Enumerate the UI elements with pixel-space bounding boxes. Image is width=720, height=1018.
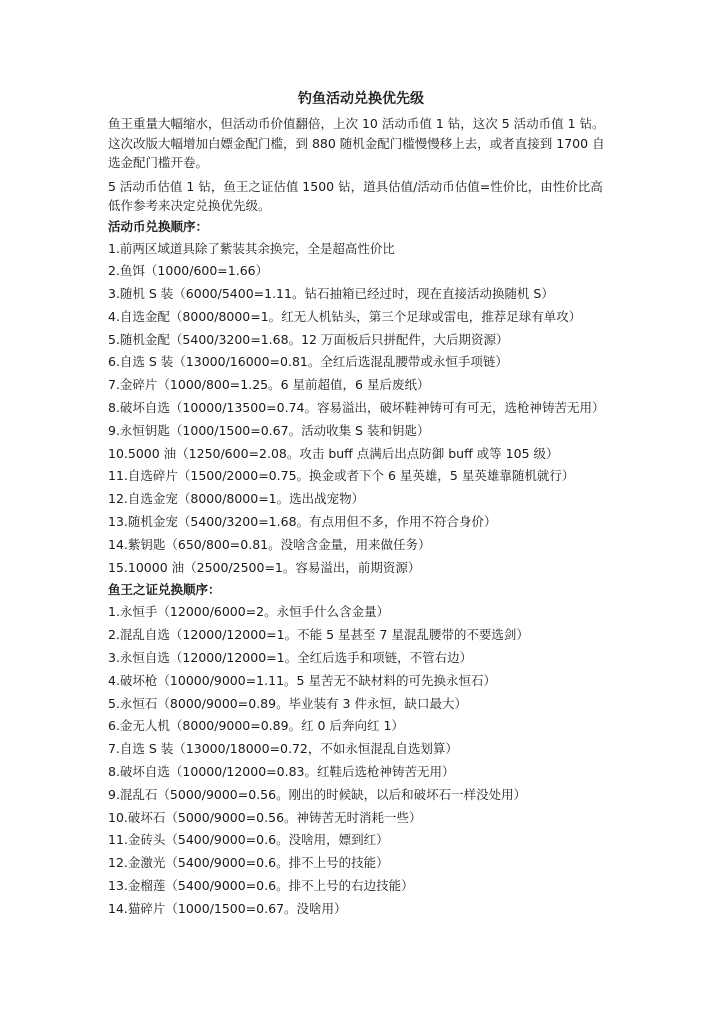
document-title: 钓鱼活动兑换优先级 (298, 91, 424, 107)
list-item: 9.永恒钥匙（1000/1500=0.67。活动收集 S 装和钥匙） (108, 422, 430, 438)
list-item: 3.随机 S 装（6000/5400=1.11。钻石抽箱已经过时，现在直接活动换随机 S） (108, 286, 554, 302)
activity-coin-list (108, 238, 614, 580)
fish-king-proof-list (108, 601, 614, 920)
list-item: 15.10000 油（2500/2500=1。容易溢出，前期资源） (108, 559, 421, 575)
section-heading-fish-king-proof: 鱼王之证兑换顺序： (108, 582, 221, 598)
list-item: 8.破坏自选（10000/13500=0.74。容易溢出，破坏鞋神铸可有可无，选枪神铸苦无用） (108, 400, 605, 416)
list-item: 6.金无人机（8000/9000=0.89。红 0 后奔向红 1） (108, 718, 404, 734)
list-item: 13.金榴莲（5400/9000=0.6。排不上号的右边技能） (108, 878, 414, 894)
list-item: 4.破坏枪（10000/9000=1.11。5 星苦无不缺材料的可先换永恒石） (108, 672, 496, 688)
list-item: 10.5000 油（1250/600=2.08。攻击 buff 点满后出点防御 buff 或等 105 级） (108, 445, 559, 461)
list-item: 14.紫钥匙（650/800=0.81。没啥含金量，用来做任务） (108, 536, 431, 552)
list-item: 13.随机金宠（5400/3200=1.68。有点用但不多，作用不符合身价） (108, 514, 497, 530)
list-item: 12.自选金宠（8000/8000=1。选出战宠物） (108, 491, 365, 507)
list-item: 7.金碎片（1000/800=1.25。6 星前超值，6 星后废纸） (108, 377, 430, 393)
document-page (108, 88, 614, 921)
list-item: 7.自选 S 装（13000/18000=0.72，不如永恒混乱自选划算） (108, 741, 458, 757)
list-item: 1.永恒手（12000/6000=2。永恒手什么含金量） (108, 604, 390, 620)
list-item: 10.破坏石（5000/9000=0.56。神铸苦无时消耗一些） (108, 809, 422, 825)
list-item: 8.破坏自选（10000/12000=0.83。红鞋后选枪神铸苦无用） (108, 764, 455, 780)
list-item: 4.自选金配（8000/8000=1。红无人机钻头，第三个足球或雷电，推荐足球有单攻） (108, 308, 582, 324)
list-item: 6.自选 S 装（13000/16000=0.81。全红后选混乱腰带或永恒手项链） (108, 354, 508, 370)
section-heading-activity-coins: 活动币兑换顺序： (108, 218, 209, 234)
list-item: 2.鱼饵（1000/600=1.66） (108, 263, 269, 279)
list-item: 5.随机金配（5400/3200=1.68。12 万面板后只拼配件，大后期资源） (108, 331, 509, 347)
list-item: 3.永恒自选（12000/12000=1。全红后选手和项链，不管右边） (108, 650, 473, 666)
list-item: 11.金砖头（5400/9000=0.6。没啥用，嫖到红） (108, 832, 389, 848)
list-item: 14.猫碎片（1000/1500=0.67。没啥用） (108, 900, 347, 916)
intro-paragraph-2: 5 活动币估值 1 钻，鱼王之证估值 1500 钻，道具估值/活动币估值=性价比，由性价比高低作参考来决定兑换优先级。 (108, 178, 603, 213)
list-item: 5.永恒石（8000/9000=0.89。毕业装有 3 件永恒，缺口最大） (108, 695, 467, 711)
list-item: 12.金激光（5400/9000=0.6。排不上号的技能） (108, 855, 389, 871)
list-item: 2.混乱自选（12000/12000=1。不能 5 星甚至 7 星混乱腰带的不要选剑） (108, 627, 529, 643)
list-item: 9.混乱石（5000/9000=0.56。刚出的时候缺，以后和破坏石一样没处用） (108, 786, 527, 802)
intro-paragraph-1: 鱼王重量大幅缩水，但活动币价值翻倍，上次 10 活动币值 1 钻，这次 5 活动币值 1 钻。这次改版大幅增加白嫖金配门槛，到 880 随机金配门槛慢慢移上去，或者直接到 1700 自选金配门槛开卷。 (108, 116, 605, 170)
list-item: 11.自选碎片（1500/2000=0.75。换金或者下个 6 星英雄，5 星英雄靠随机就行） (108, 468, 575, 484)
list-item: 1.前两区域道具除了紫装其余换完，全是超高性价比 (108, 240, 395, 256)
